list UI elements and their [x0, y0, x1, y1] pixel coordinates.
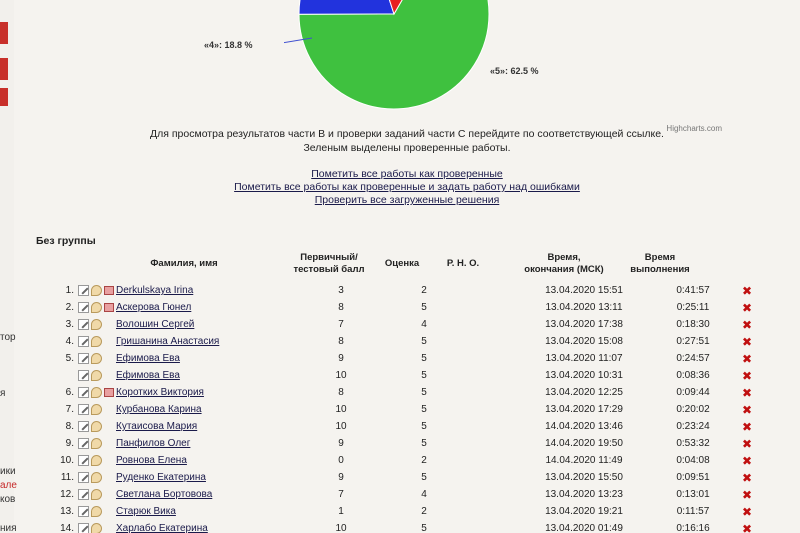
- grade: 5: [421, 353, 427, 364]
- grade: 5: [421, 302, 427, 313]
- edit-icon[interactable]: [78, 421, 89, 432]
- pno-cell: [452, 418, 514, 435]
- grade: 2: [421, 506, 427, 517]
- col-header-score-line2: тестовый балл: [293, 264, 365, 275]
- row-number: 1.: [65, 285, 74, 296]
- edit-icon[interactable]: [78, 472, 89, 483]
- duration: 0:04:08: [676, 455, 710, 466]
- check-all-uploaded-link[interactable]: Проверить все загруженные решения: [314, 194, 500, 206]
- delete-icon[interactable]: ✖: [741, 351, 753, 366]
- edit-icon[interactable]: [78, 285, 89, 296]
- results-table: [34, 282, 762, 533]
- row-number: [34, 367, 78, 384]
- student-row: [34, 469, 762, 486]
- col-header-score: [274, 252, 384, 276]
- side-tab[interactable]: [0, 22, 8, 44]
- row-actions: [78, 486, 116, 503]
- student-name-link[interactable]: Панфилов Олег: [116, 438, 191, 449]
- row-actions: [78, 401, 116, 418]
- end-time: 13.04.2020 15:51: [545, 285, 623, 296]
- end-time: 13.04.2020 10:31: [545, 370, 623, 381]
- row-actions: [78, 435, 116, 452]
- comment-icon[interactable]: [91, 438, 102, 449]
- pno-cell: [452, 299, 514, 316]
- side-menu-fragment[interactable]: тор: [0, 332, 16, 343]
- student-name-link[interactable]: Аскерова Гюнел: [116, 302, 192, 313]
- comment-icon[interactable]: [91, 370, 102, 381]
- end-time: 13.04.2020 11:07: [545, 353, 623, 364]
- duration: 0:27:51: [676, 336, 710, 347]
- duration: 0:24:57: [676, 353, 710, 364]
- pie-label-four: «4»: 18.8 %: [204, 40, 253, 50]
- pno-cell: [452, 503, 514, 520]
- comment-icon[interactable]: [91, 387, 102, 398]
- comment-icon[interactable]: [91, 421, 102, 432]
- delete-icon[interactable]: ✖: [741, 300, 753, 315]
- edit-icon[interactable]: [78, 404, 89, 415]
- col-header-pno: Р. Н. О.: [446, 258, 480, 269]
- student-row: [34, 282, 762, 299]
- student-name-link[interactable]: Руденко Екатерина: [116, 472, 206, 483]
- grade-pie-chart: [284, 0, 504, 110]
- pno-cell: [452, 520, 514, 533]
- student-row: [34, 503, 762, 520]
- grade: 2: [421, 455, 427, 466]
- edit-icon[interactable]: [78, 302, 89, 313]
- student-row: [34, 367, 762, 384]
- delete-icon[interactable]: ✖: [741, 385, 753, 400]
- end-time: 13.04.2020 15:08: [545, 336, 623, 347]
- delete-icon[interactable]: ✖: [741, 487, 753, 502]
- row-actions: [78, 503, 116, 520]
- end-time: 13.04.2020 13:11: [545, 302, 623, 313]
- col-header-score-line1: Первичный/: [300, 252, 358, 263]
- delete-icon[interactable]: ✖: [741, 504, 753, 519]
- row-actions: [78, 282, 116, 299]
- end-time: 13.04.2020 17:38: [545, 319, 623, 330]
- student-name-link[interactable]: Светлана Бортовова: [116, 489, 213, 500]
- pno-cell: [452, 401, 514, 418]
- grade: 5: [421, 404, 427, 415]
- pno-cell: [452, 486, 514, 503]
- edit-icon[interactable]: [78, 506, 89, 517]
- edit-icon[interactable]: [78, 336, 89, 347]
- col-header-end-line2: окончания (МСК): [524, 264, 604, 275]
- row-number: 8.: [65, 421, 74, 432]
- student-row: [34, 384, 762, 401]
- grade: 5: [421, 387, 427, 398]
- primary-score: 0: [338, 455, 344, 466]
- delete-icon[interactable]: ✖: [741, 317, 753, 332]
- row-number: 14.: [60, 523, 74, 533]
- duration: 0:18:30: [676, 319, 710, 330]
- mark-all-checked-link[interactable]: Пометить все работы как проверенные: [311, 168, 503, 180]
- delete-icon[interactable]: ✖: [741, 334, 753, 349]
- primary-score: 9: [338, 472, 344, 483]
- info-text-checked: Зеленым выделены проверенные работы.: [303, 142, 511, 154]
- col-header-grade: Оценка: [384, 258, 420, 269]
- col-header-dur-line1: Время: [644, 252, 676, 263]
- col-header-duration: [620, 252, 700, 276]
- end-time: 14.04.2020 19:50: [545, 438, 623, 449]
- delete-icon[interactable]: ✖: [741, 436, 753, 451]
- comment-icon[interactable]: [91, 302, 102, 313]
- pie-label-five: «5»: 62.5 %: [490, 66, 539, 76]
- grade: 5: [421, 370, 427, 381]
- pie-slice[interactable]: [299, 0, 489, 109]
- comment-icon[interactable]: [91, 506, 102, 517]
- duration: 0:13:01: [676, 489, 710, 500]
- row-number: 2.: [65, 302, 74, 313]
- row-number: 11.: [60, 472, 74, 483]
- student-row: [34, 316, 762, 333]
- edit-icon[interactable]: [78, 387, 89, 398]
- duration: 0:16:16: [676, 523, 710, 533]
- grade: 5: [421, 438, 427, 449]
- duration: 0:09:51: [676, 472, 710, 483]
- student-name-link[interactable]: Волошин Сергей: [116, 319, 195, 330]
- side-menu-fragment[interactable]: я: [0, 388, 6, 399]
- side-menu-fragment[interactable]: ики: [0, 466, 16, 477]
- row-number: 3.: [65, 319, 74, 330]
- duration: 0:09:44: [676, 387, 710, 398]
- primary-score: 10: [335, 404, 347, 415]
- grade: 4: [421, 319, 427, 330]
- row-number: 5.: [65, 353, 74, 364]
- student-name-link[interactable]: Ефимова Ева: [116, 370, 180, 381]
- student-name-link[interactable]: Старюк Вика: [116, 506, 176, 517]
- pno-cell: [452, 435, 514, 452]
- student-name-link[interactable]: Коротких Виктория: [116, 387, 204, 398]
- delete-icon[interactable]: ✖: [741, 402, 753, 417]
- comment-icon[interactable]: [91, 455, 102, 466]
- left-window-edge: [0, 0, 14, 533]
- end-time: 13.04.2020 17:29: [545, 404, 623, 415]
- mark-all-with-errors-link[interactable]: Пометить все работы как проверенные и задать работу над ошибками: [234, 181, 580, 193]
- pno-cell: [452, 384, 514, 401]
- message-icon[interactable]: [104, 388, 114, 397]
- delete-icon[interactable]: ✖: [741, 453, 753, 468]
- primary-score: 10: [335, 523, 347, 533]
- pie-slice[interactable]: [299, 0, 394, 14]
- row-number: 9.: [65, 438, 74, 449]
- grade: 5: [421, 472, 427, 483]
- duration: 0:23:24: [676, 421, 710, 432]
- primary-score: 3: [338, 285, 344, 296]
- row-actions: [78, 316, 116, 333]
- pno-cell: [452, 367, 514, 384]
- side-menu-fragment[interactable]: ния: [0, 523, 17, 533]
- comment-icon[interactable]: [91, 523, 102, 533]
- row-actions: [78, 350, 116, 367]
- row-number: 7.: [65, 404, 74, 415]
- primary-score: 1: [338, 506, 344, 517]
- student-name-link[interactable]: Кутаисова Мария: [116, 421, 198, 432]
- highcharts-credit[interactable]: Highcharts.com: [666, 124, 722, 133]
- primary-score: 9: [338, 438, 344, 449]
- delete-icon[interactable]: ✖: [741, 521, 753, 533]
- student-row: [34, 418, 762, 435]
- end-time: 14.04.2020 11:49: [545, 455, 623, 466]
- duration: 0:53:32: [676, 438, 710, 449]
- duration: 0:41:57: [676, 285, 710, 296]
- delete-icon[interactable]: ✖: [741, 283, 753, 298]
- grade: 5: [421, 336, 427, 347]
- primary-score: 8: [338, 336, 344, 347]
- results-page: [14, 0, 800, 533]
- info-text: Для просмотра результатов части В и проверки заданий части С перейдите по соответствующей ссылке.: [150, 128, 664, 140]
- row-actions: [78, 384, 116, 401]
- duration: 0:11:57: [676, 506, 710, 517]
- pno-cell: [452, 469, 514, 486]
- end-time: 13.04.2020 13:23: [545, 489, 623, 500]
- student-row: [34, 350, 762, 367]
- primary-score: 9: [338, 353, 344, 364]
- end-time: 13.04.2020 01:49: [545, 523, 623, 533]
- side-tab[interactable]: [0, 58, 8, 80]
- delete-icon[interactable]: ✖: [741, 419, 753, 434]
- end-time: 13.04.2020 15:50: [545, 472, 623, 483]
- comment-icon[interactable]: [91, 472, 102, 483]
- student-row: [34, 486, 762, 503]
- row-actions: [78, 299, 116, 316]
- row-number: 13.: [60, 506, 74, 517]
- student-name-link[interactable]: Гришанина Анастасия: [116, 336, 220, 347]
- primary-score: 10: [335, 421, 347, 432]
- col-header-dur-line2: выполнения: [630, 264, 690, 275]
- col-header-end-time: [494, 252, 634, 276]
- comment-icon[interactable]: [91, 353, 102, 364]
- primary-score: 10: [335, 370, 347, 381]
- primary-score: 8: [338, 387, 344, 398]
- primary-score: 7: [338, 489, 344, 500]
- pno-cell: [452, 316, 514, 333]
- row-number: 12.: [60, 489, 74, 500]
- student-row: [34, 299, 762, 316]
- student-name-link[interactable]: Ровнова Елена: [116, 455, 187, 466]
- student-row: [34, 333, 762, 350]
- side-menu-fragment[interactable]: але: [0, 480, 17, 491]
- student-row: [34, 435, 762, 452]
- primary-score: 8: [338, 302, 344, 313]
- delete-icon[interactable]: ✖: [741, 368, 753, 383]
- side-tab[interactable]: [0, 88, 8, 106]
- edit-icon[interactable]: [78, 319, 89, 330]
- grade: 4: [421, 489, 427, 500]
- edit-icon[interactable]: [78, 353, 89, 364]
- col-header-end-line1: Время,: [547, 252, 581, 263]
- student-row: [34, 520, 762, 533]
- primary-score: 7: [338, 319, 344, 330]
- message-icon[interactable]: [104, 286, 114, 295]
- row-actions: [78, 469, 116, 486]
- edit-icon[interactable]: [78, 455, 89, 466]
- pie-svg: [284, 0, 504, 110]
- row-number: 6.: [65, 387, 74, 398]
- side-menu-fragment[interactable]: ков: [0, 494, 16, 505]
- row-number: 4.: [65, 336, 74, 347]
- pno-cell: [452, 282, 514, 299]
- col-header-name: Фамилия, имя: [150, 258, 218, 269]
- end-time: 13.04.2020 19:21: [545, 506, 623, 517]
- student-name-link[interactable]: Харлабо Екатерина: [116, 523, 208, 533]
- duration: 0:25:11: [676, 302, 710, 313]
- message-icon[interactable]: [104, 303, 114, 312]
- student-name-link[interactable]: Derkulskaya Irina: [116, 285, 194, 296]
- edit-icon[interactable]: [78, 438, 89, 449]
- row-number: 10.: [60, 455, 74, 466]
- comment-icon[interactable]: [91, 489, 102, 500]
- edit-icon[interactable]: [78, 489, 89, 500]
- pno-cell: [452, 452, 514, 469]
- comment-icon[interactable]: [91, 285, 102, 296]
- comment-icon[interactable]: [91, 404, 102, 415]
- pno-cell: [452, 350, 514, 367]
- row-actions: [78, 367, 116, 384]
- comment-icon[interactable]: [91, 336, 102, 347]
- grade: 5: [421, 421, 427, 432]
- row-actions: [78, 333, 116, 350]
- row-actions: [78, 520, 116, 533]
- edit-icon[interactable]: [78, 370, 89, 381]
- student-name-link[interactable]: Курбанова Карина: [116, 404, 202, 415]
- pno-cell: [452, 333, 514, 350]
- comment-icon[interactable]: [91, 319, 102, 330]
- duration: 0:20:02: [676, 404, 710, 415]
- row-actions: [78, 452, 116, 469]
- end-time: 14.04.2020 13:46: [545, 421, 623, 432]
- end-time: 13.04.2020 12:25: [545, 387, 623, 398]
- edit-icon[interactable]: [78, 523, 89, 533]
- student-row: [34, 452, 762, 469]
- student-row: [34, 401, 762, 418]
- student-name-link[interactable]: Ефимова Ева: [116, 353, 180, 364]
- row-actions: [78, 418, 116, 435]
- group-title: Без группы: [36, 235, 96, 247]
- delete-icon[interactable]: ✖: [741, 470, 753, 485]
- grade: 5: [421, 523, 427, 533]
- grade: 2: [421, 285, 427, 296]
- duration: 0:08:36: [676, 370, 710, 381]
